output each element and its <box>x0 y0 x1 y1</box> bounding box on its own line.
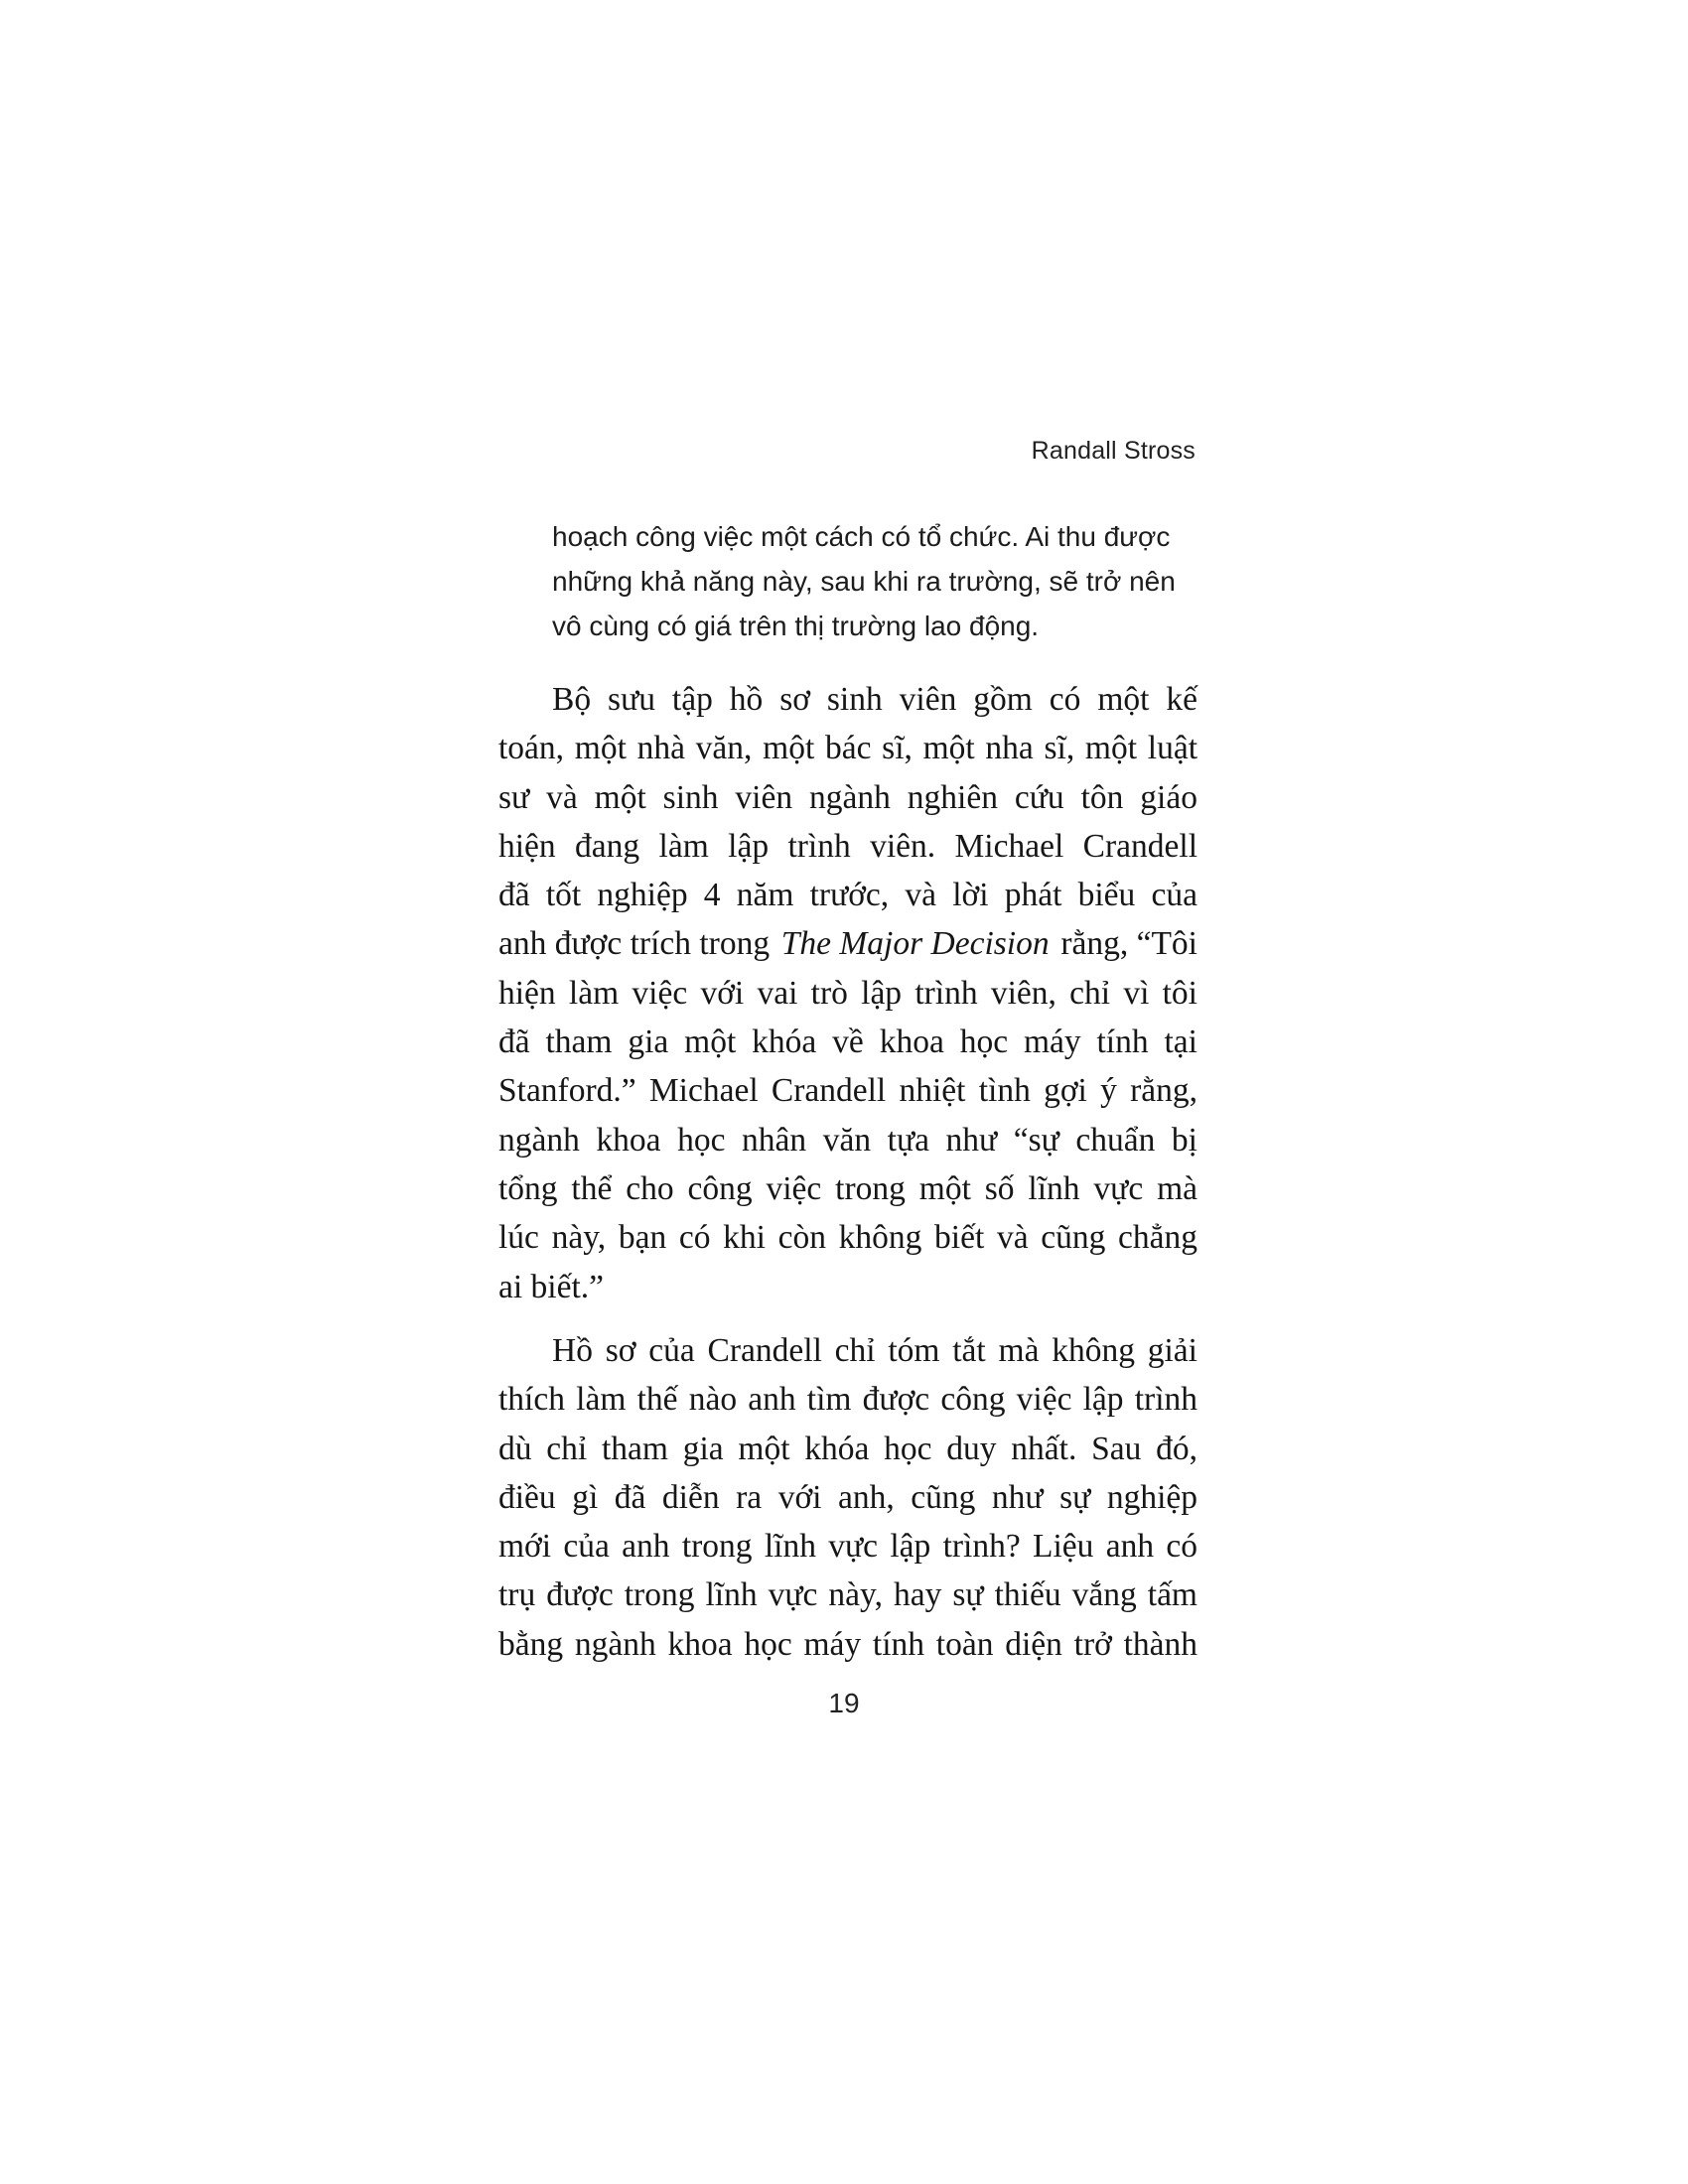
paragraph-line <box>498 871 1197 919</box>
running-header: Randall Stross <box>1031 437 1196 465</box>
line-text: bằng ngành khoa học máy tính toàn diện trở thành <box>498 1625 1197 1663</box>
indented-quote-block <box>552 514 1207 648</box>
paragraph-line <box>498 675 1197 724</box>
line-text: mới của anh trong lĩnh vực lập trình? Liệu anh có <box>498 1528 1197 1566</box>
line-text: Bộ sưu tập hồ sơ sinh viên gồm có một kế <box>552 681 1197 718</box>
paragraph-line <box>498 1066 1197 1115</box>
line-text: sư và một sinh viên ngành nghiên cứu tôn giáo <box>498 778 1197 816</box>
line-text: ai biết.” <box>498 1268 605 1305</box>
quote-line: vô cùng có giá trên thị trường lao động. <box>552 611 1040 641</box>
paragraph-line <box>498 1620 1197 1669</box>
line-text: điều gì đã diễn ra với anh, cũng như sự nghiệp <box>498 1478 1197 1516</box>
body-paragraph-1 <box>498 675 1197 1311</box>
line-text: dù chỉ tham gia một khóa học duy nhất. Sau đó, <box>498 1430 1197 1467</box>
line-text: thích làm thế nào anh tìm được công việc lập trình <box>498 1381 1197 1419</box>
paragraph-line <box>498 1018 1197 1066</box>
paragraph-line <box>498 1263 1197 1311</box>
paragraph-line <box>498 1425 1197 1473</box>
line-text: ngành khoa học nhân văn tựa như “sự chuẩn bị <box>498 1121 1197 1159</box>
line-text: trụ được trong lĩnh vực này, hay sự thiếu vắng tấm <box>498 1576 1197 1614</box>
line-text: lúc này, bạn có khi còn không biết và cũng chẳng <box>498 1219 1197 1257</box>
quote-line: những khả năng này, sau khi ra trường, sẽ trở nên <box>552 566 1176 597</box>
line-text: đã tham gia một khóa về khoa học máy tính tại <box>498 1024 1197 1061</box>
paragraph-line <box>498 1164 1197 1213</box>
line-text: Hồ sơ của Crandell chỉ tóm tắt mà không giải <box>552 1332 1197 1369</box>
paragraph-line <box>498 919 1197 968</box>
paragraph-line <box>498 969 1197 1018</box>
paragraph-line <box>498 773 1197 822</box>
line-text: rằng, “Tôi <box>1060 925 1197 963</box>
paragraph-line <box>498 822 1197 871</box>
body-paragraph-2 <box>498 1326 1197 1669</box>
quote-line: hoạch công việc một cách có tổ chức. Ai thu được <box>552 521 1171 552</box>
page-number: 19 <box>828 1688 860 1718</box>
paragraph-line <box>498 1213 1197 1262</box>
paragraph-line <box>498 1116 1197 1164</box>
book-title-italic: The Major Decision <box>780 925 1050 963</box>
line-text: đã tốt nghiệp 4 năm trước, và lời phát biểu của <box>498 877 1197 914</box>
paragraph-line <box>498 724 1197 772</box>
line-text: hiện làm việc với vai trò lập trình viên, chỉ vì tôi <box>498 974 1197 1012</box>
line-text: toán, một nhà văn, một bác sĩ, một nha sĩ, một luật <box>498 730 1197 767</box>
paragraph-line <box>498 1522 1197 1570</box>
line-text: anh được trích trong <box>498 925 771 963</box>
paragraph-line <box>498 1326 1197 1375</box>
line-text: Stanford.” Michael Crandell nhiệt tình gợi ý rằng, <box>498 1072 1197 1110</box>
paragraph-line <box>498 1473 1197 1522</box>
paragraph-line <box>498 1570 1197 1619</box>
paragraph-line <box>498 1375 1197 1424</box>
line-text: hiện đang làm lập trình viên. Michael Crandell <box>498 827 1197 865</box>
line-text: tổng thể cho công việc trong một số lĩnh vực mà <box>498 1169 1197 1207</box>
